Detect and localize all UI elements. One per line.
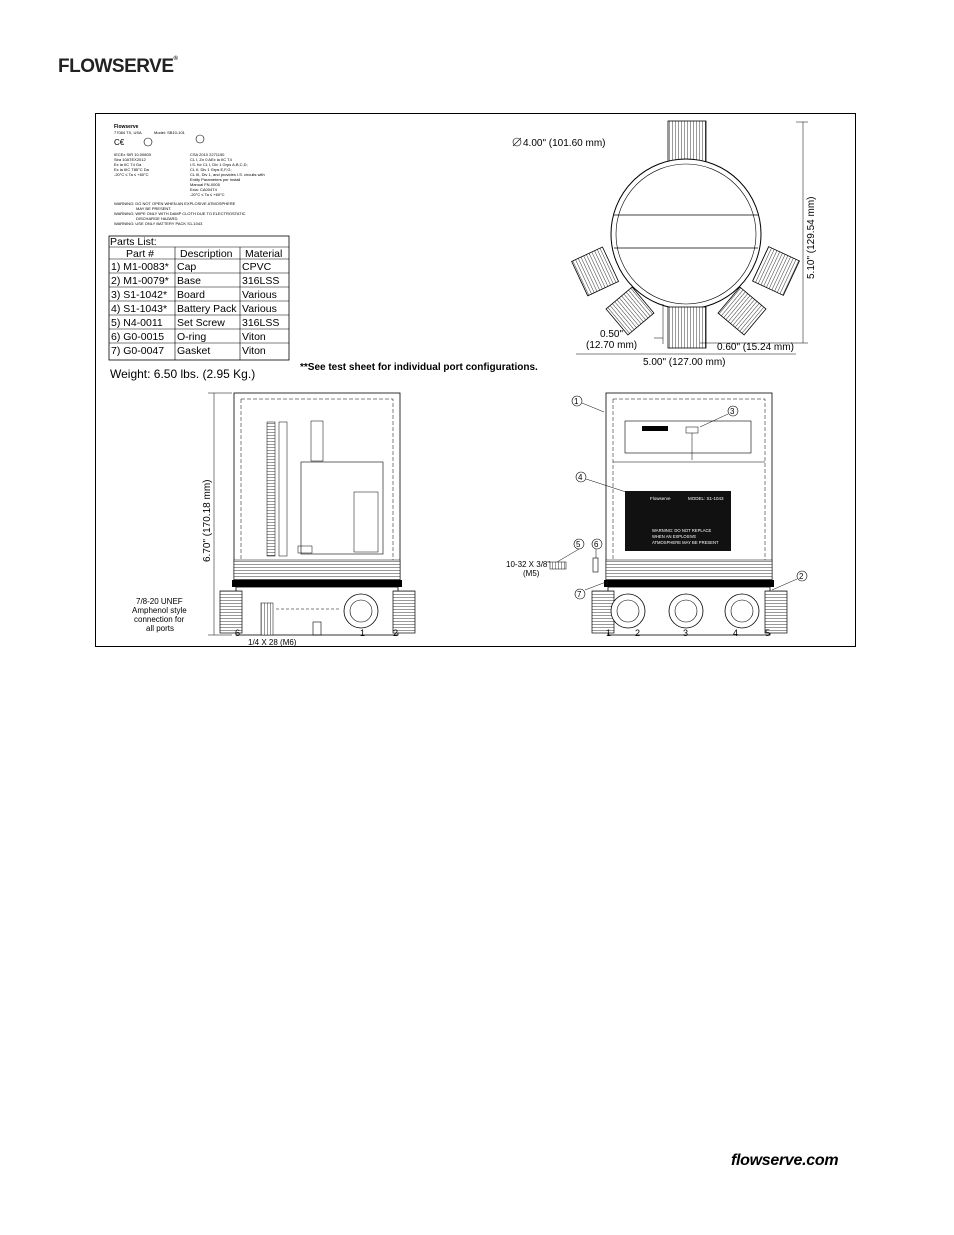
ex-mark-icon xyxy=(144,138,152,146)
nameplate-warnings xyxy=(114,201,246,226)
parts-row-2-part: 2) M1-0079* xyxy=(111,275,169,287)
front-gasket xyxy=(604,580,774,587)
callout-set-screw: 10-32 X 3/8" xyxy=(506,560,551,569)
svg-text:2: 2 xyxy=(799,572,804,581)
battery-brand: Flowserve xyxy=(650,496,671,501)
parts-header-part: Part # xyxy=(126,248,155,260)
parts-row-3-material: Various xyxy=(242,289,277,301)
port-config-note: **See test sheet for individual port configurations. xyxy=(300,362,538,373)
o-ring xyxy=(593,558,598,572)
balloon-2 xyxy=(772,571,807,590)
front-port-label-4: 4 xyxy=(733,628,739,638)
battery-model: MODEL: S1-1043 xyxy=(688,496,724,501)
side-port-label-2: 2 xyxy=(393,628,399,638)
side-port-1-connector xyxy=(344,594,378,628)
weight-label: Weight: 6.50 lbs. (2.95 Kg.) xyxy=(110,367,256,381)
svg-text:3: 3 xyxy=(730,407,735,416)
parts-header-material: Material xyxy=(245,248,283,260)
parts-row-6-part: 6) G0-0015 xyxy=(111,331,165,343)
parts-row-6-description: O-ring xyxy=(177,331,207,343)
top-view xyxy=(513,121,817,368)
side-port-6 xyxy=(220,591,242,633)
ce-mark-icon: C€ xyxy=(114,138,125,147)
balloon-6 xyxy=(592,539,602,558)
front-board xyxy=(625,421,751,453)
front-port-label-3: 3 xyxy=(683,628,689,638)
nameplate-warning-3: DISCHARGE HAZARD. xyxy=(136,216,179,221)
parts-row-1-material: CPVC xyxy=(242,261,272,273)
callout-connection: connection for xyxy=(134,615,185,624)
front-port-2-connector xyxy=(611,594,645,628)
parts-row-2-description: Base xyxy=(177,275,201,287)
front-port-3-connector xyxy=(669,594,703,628)
side-port-2 xyxy=(393,591,415,633)
parts-row-7-material: Viton xyxy=(242,345,266,357)
nameplate-model: Model: SB10-101 xyxy=(154,130,185,135)
callout-all-ports: all ports xyxy=(146,624,175,633)
svg-text:6: 6 xyxy=(594,540,599,549)
parts-row-2-material: 316LSS xyxy=(242,275,280,287)
top-view-housing xyxy=(611,159,761,309)
front-port-label-1: 1 xyxy=(606,628,612,638)
port-thread-bottom xyxy=(668,307,706,348)
parts-row-4-material: Various xyxy=(242,303,277,315)
nameplate-left-1: Sira 10ATEX2012 xyxy=(114,157,146,162)
side-gasket xyxy=(232,580,402,587)
dim-top-height: 5.10" (129.54 mm) xyxy=(806,196,817,279)
front-view xyxy=(506,393,807,638)
dim-width: 5.00" (127.00 mm) xyxy=(643,357,726,368)
parts-list-table xyxy=(109,236,289,360)
drawing-sheet xyxy=(95,113,856,647)
side-cap-thread xyxy=(234,560,400,580)
footer-url[interactable]: flowserve.com xyxy=(731,1152,839,1169)
front-cap-thread xyxy=(606,560,772,580)
svg-text:1: 1 xyxy=(574,397,579,406)
battery-warning-2: WHEN AN EXPLOSIVE xyxy=(652,534,697,539)
parts-row-6-material: Viton xyxy=(242,331,266,343)
flowserve-logo xyxy=(58,56,177,78)
side-port-label-1: 1 xyxy=(360,628,366,638)
dim-port-offset: 0.50" xyxy=(600,329,624,340)
callout-amphenol: Amphenol style xyxy=(132,606,187,615)
parts-row-1-description: Cap xyxy=(177,261,197,273)
nameplate-right-5: Entity Parameters per Install xyxy=(190,177,241,182)
nameplate-left-lines xyxy=(114,152,152,177)
svg-text:7: 7 xyxy=(577,590,582,599)
side-port-label-6: 6 xyxy=(235,628,241,638)
battery-warning-3: ATMOSPHERE MAY BE PRESENT xyxy=(652,540,719,545)
nameplate xyxy=(114,124,265,226)
svg-text:4: 4 xyxy=(578,473,583,482)
nameplate-warning-1: MAY BE PRESENT. xyxy=(136,206,172,211)
logo-text: FLOWSERVE xyxy=(58,56,174,77)
parts-row-5-material: 316LSS xyxy=(242,317,280,329)
side-battery-pack xyxy=(301,462,383,554)
logo-trademark: ® xyxy=(173,56,178,62)
parts-row-5-description: Set Screw xyxy=(177,317,225,329)
balloon-5 xyxy=(557,539,584,562)
nameplate-right-3: CL II, Div 1 Grps E,F,G; xyxy=(190,167,232,172)
callout-thread: 7/8-20 UNEF xyxy=(136,597,183,606)
nameplate-right-7: Exia: CA004T4 xyxy=(190,187,217,192)
battery-warning-1: WARNING: DO NOT REPLACE xyxy=(652,528,712,533)
nameplate-left-0: IECEx SIR 10.0080X xyxy=(114,152,152,157)
side-section-view xyxy=(132,393,415,646)
front-port-5 xyxy=(765,591,787,633)
front-port-4-connector xyxy=(725,594,759,628)
nameplate-left-4: -20°C ≤ Ta ≤ +60°C xyxy=(114,172,149,177)
nameplate-left-2: Ex ia IIC T4 Ga xyxy=(114,162,142,167)
set-screw xyxy=(550,562,566,569)
dim-side-height: 6.70" (170.18 mm) xyxy=(202,479,213,562)
nameplate-right-6: Manual FN-0005 xyxy=(190,182,220,187)
parts-row-5-part: 5) N4-0011 xyxy=(111,317,163,329)
parts-row-4-part: 4) S1-1043* xyxy=(111,303,168,315)
parts-list-title: Parts List: xyxy=(110,236,157,248)
nameplate-warning-0: WARNING: DO NOT OPEN WHEN AN EXPLOSIVE ATMOSPHERE xyxy=(114,201,236,206)
parts-row-7-description: Gasket xyxy=(177,345,211,357)
nameplate-right-lines xyxy=(190,152,265,197)
nameplate-right-0: CSA 2010 2271150 xyxy=(190,152,225,157)
balloon-1 xyxy=(572,396,604,412)
parts-row-4-description: Battery Pack xyxy=(177,303,237,315)
nameplate-warning-4: WARNING: USE ONLY BATTERY PACK S1-1043 xyxy=(114,221,203,226)
parts-row-3-part: 3) S1-1042* xyxy=(111,289,168,301)
side-board xyxy=(267,422,275,556)
parts-header-description: Description xyxy=(180,248,233,260)
nameplate-right-8: -20°C ≤ Ta ≤ +60°C xyxy=(190,192,225,197)
nameplate-company: Flowserve xyxy=(114,124,139,130)
nameplate-warning-2: WARNING: WIPE ONLY WITH DAMP CLOTH DUE TO ELECTROSTATIC xyxy=(114,211,246,216)
nameplate-right-2: I.S. for CL I, Div 1 Grps A,B,C,D; xyxy=(190,162,248,167)
port-thread-right-upper xyxy=(753,247,800,296)
front-port-label-2: 2 xyxy=(635,628,641,638)
top-port-thread xyxy=(668,121,706,163)
port-thread-left-upper xyxy=(572,247,619,296)
dim-port-length: 0.60" (15.24 mm) xyxy=(717,342,794,353)
parts-row-7-part: 7) G0-0047 xyxy=(111,345,165,357)
nameplate-right-4: CL III, Div 1, and provides I.S. circuits with xyxy=(190,172,265,177)
callout-set-screw-m: (M5) xyxy=(523,569,540,578)
parts-row-1-part: 1) M1-0083* xyxy=(111,261,169,273)
svg-text:5: 5 xyxy=(576,540,581,549)
nameplate-right-1: CL I, Zn 0 AEx ia IIC T4 xyxy=(190,157,232,162)
nameplate-left-3: Ex ia IIIC T85°C Da xyxy=(114,167,149,172)
dim-diameter: 4.00" (101.60 mm) xyxy=(523,138,606,149)
nameplate-line1: 77084 TX, USA xyxy=(114,130,142,135)
parts-row-3-description: Board xyxy=(177,289,206,301)
dim-port-offset-mm: (12.70 mm) xyxy=(586,340,638,351)
technical-drawing xyxy=(96,114,855,646)
callout-bottom-screw: 1/4 X 28 (M6) xyxy=(248,638,297,646)
front-port-label-5: 5 xyxy=(765,628,771,638)
csa-mark-icon xyxy=(196,135,204,143)
